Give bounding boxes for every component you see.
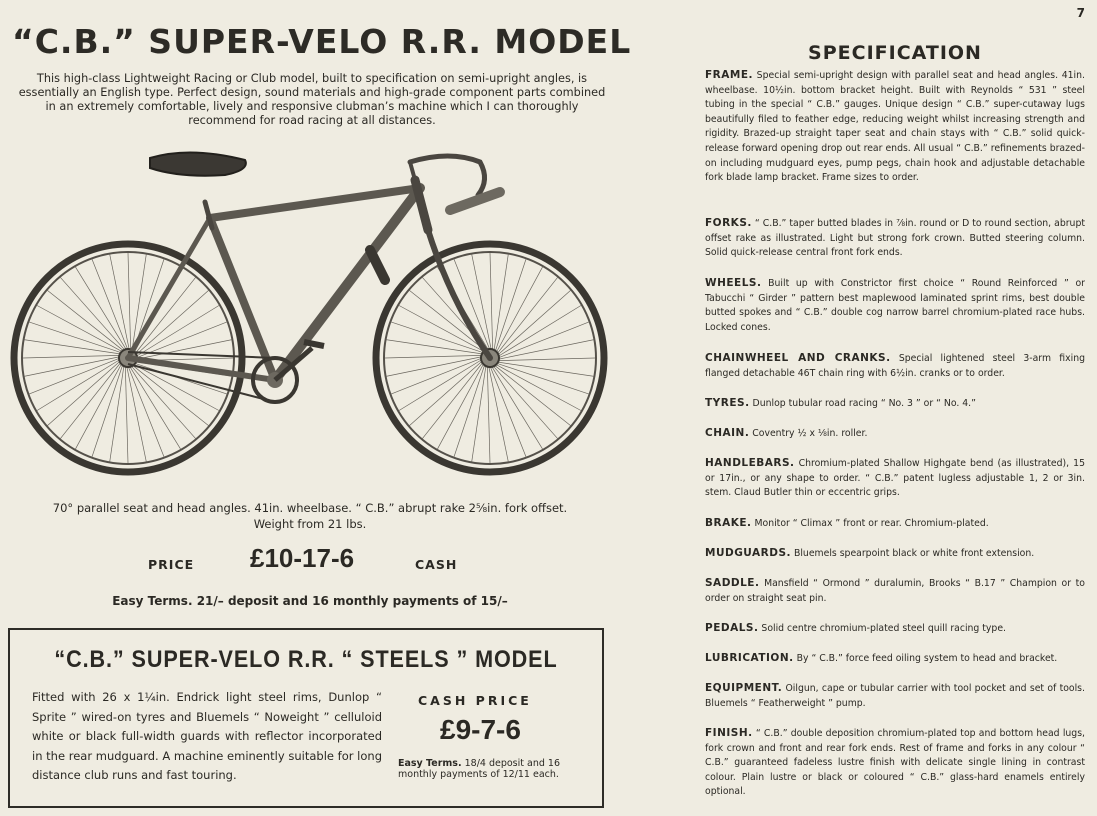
spec-heading: SADDLE. bbox=[705, 577, 760, 589]
wheel-spoke bbox=[76, 364, 122, 449]
wheel-spoke bbox=[498, 362, 593, 376]
wheel-spoke bbox=[61, 363, 121, 439]
spec-text: Coventry ½ x ⅛in. roller. bbox=[752, 428, 868, 439]
price-value: £10-17-6 bbox=[250, 543, 355, 573]
wheel-spoke bbox=[498, 278, 558, 354]
wheel-spoke bbox=[490, 253, 493, 349]
wheel-spoke bbox=[37, 360, 119, 411]
specification-title: SPECIFICATION bbox=[808, 42, 982, 64]
wheel-spoke bbox=[125, 367, 128, 463]
spec-handlebars bbox=[705, 456, 1085, 501]
wheel-spoke bbox=[25, 357, 119, 376]
spec-heading: LUBRICATION. bbox=[705, 652, 794, 664]
spec-heading: CHAINWHEEL AND CRANKS. bbox=[705, 352, 891, 364]
spec-saddle bbox=[705, 576, 1085, 606]
steels-terms-label: Easy Terms. bbox=[398, 758, 462, 769]
wheel-spoke bbox=[23, 355, 119, 358]
spec-text: Monitor “ Climax ” front or rear. Chromium-plated. bbox=[754, 518, 989, 529]
spec-heading: FRAME. bbox=[705, 69, 753, 81]
wheel-spoke bbox=[497, 267, 543, 352]
frame-lettering: Claud Butler bbox=[311, 232, 375, 308]
wheel-spoke bbox=[136, 278, 196, 354]
spec-heading: BRAKE. bbox=[705, 517, 752, 529]
wheel-spoke bbox=[410, 291, 486, 351]
steels-description: Fitted with 26 x 1¼in. Endrick light steel rims, Dunlop “ Sprite ” wired-on tyres and Bluemels “ Noweight ” celluloid white or black full-width guards with reflector incorporated in the rear mudguard. A machine eminently suitable for long distance club runs and fast touring. bbox=[32, 690, 382, 782]
intro-paragraph: This high-class Lightweight Racing or Club model, built to specification on semi-upright angles, is essentially an English type. Perfect design, sound materials and high-grade component parts combined in an extremely comfortable, lively and responsive clubman’s machine which I can thoroughly recommend for road racing at all distances. bbox=[18, 72, 606, 127]
wheel-spoke bbox=[29, 358, 119, 393]
wheel-spoke bbox=[76, 267, 127, 349]
spec-heading: HANDLEBARS. bbox=[705, 457, 795, 469]
price-label: PRICE bbox=[148, 557, 195, 572]
wheel-spoke bbox=[92, 259, 127, 349]
spec-heading: TYRES. bbox=[705, 397, 750, 409]
spec-mudguards bbox=[705, 546, 1085, 562]
spec-heading: WHEELS. bbox=[705, 277, 762, 289]
easy-terms: Easy Terms. 21/– deposit and 16 monthly payments of 15/– bbox=[112, 594, 508, 608]
spec-forks bbox=[705, 216, 1085, 261]
spec-text: Chromium-plated Shallow Highgate bend (as illustrated), 15 or 17in., or any shape to order. “ C.B.” patent lugless adjustable 1, 2 or 3in. stem. Claud Butler thin or eccentric grips. bbox=[705, 458, 1085, 499]
wheel-spoke bbox=[48, 361, 120, 425]
wheel-spoke bbox=[438, 364, 484, 449]
spec-wheels bbox=[705, 276, 1085, 335]
spec-text: “ C.B.” taper butted blades in ⅞in. round or D to round section, abrupt offset rake as illustrated. Light but strong fork crown. Butted steering column. Solid quick-release central front fork ends. bbox=[705, 218, 1085, 259]
steels-title: “C.B.” SUPER-VELO R.R. “ STEELS ” MODEL bbox=[54, 646, 558, 673]
bicycle-illustration bbox=[10, 140, 610, 490]
spec-finish bbox=[705, 726, 1085, 800]
wheel-spoke bbox=[110, 366, 124, 461]
wheel-spoke bbox=[25, 340, 120, 354]
spec-heading: FINISH. bbox=[705, 727, 753, 739]
spec-equipment bbox=[705, 681, 1085, 711]
spec-heading: EQUIPMENT. bbox=[705, 682, 783, 694]
price-row bbox=[10, 543, 610, 583]
spec-heading: PEDALS. bbox=[705, 622, 759, 634]
spec-lubrication bbox=[705, 651, 1085, 667]
spec-text: Special semi-upright design with parallel seat and head angles. 41in. wheelbase. 10½in. bottom bracket height. Built with Reynolds “ 531 ” steel tubing in the special “ C.B.” gauges. Unique design “ C.B.” super-cutaway lugs beautifully filed to feather edge, reducing weight whilst increasing strength and rigidity. Brazed-up straight taper seat and chain stays with “ C.B.” solid quick-release forward opening drop out rear ends. All usual “ C.B.” refinements brazed-on including mudguard eyes, pump pegs, chain hook and adjustable detachable fork blade lamp bracket. Frame sizes to order. bbox=[705, 70, 1085, 184]
wheel-spoke bbox=[61, 278, 125, 350]
wheel-spoke bbox=[399, 360, 481, 411]
wheel-spoke bbox=[410, 361, 482, 425]
wheel-spoke bbox=[37, 306, 122, 352]
wheel-spoke bbox=[137, 306, 219, 357]
wheel-spoke bbox=[423, 363, 483, 439]
steels-terms-text: 18/4 deposit and 16 monthly payments of 12/11 each. bbox=[398, 758, 560, 780]
caption-line-2: Weight from 21 lbs. bbox=[253, 517, 367, 531]
wheel-spoke bbox=[494, 255, 508, 350]
wheel-spoke bbox=[387, 357, 481, 376]
caption-line-1: 70° parallel seat and head angles. 41in. wheelbase. “ C.B.” abrupt rake 2⅝in. fork offset. bbox=[52, 501, 568, 515]
cash-label: CASH bbox=[415, 557, 458, 572]
spec-tyres bbox=[705, 396, 1085, 412]
wheel-spoke bbox=[110, 255, 129, 349]
spec-text: By “ C.B.” force feed oiling system to head and bracket. bbox=[796, 653, 1058, 664]
wheel-spoke bbox=[499, 340, 593, 359]
page-number: 7 bbox=[1076, 6, 1085, 20]
spec-heading: FORKS. bbox=[705, 217, 752, 229]
spec-text: Dunlop tubular road racing “ No. 3 ” or “ No. 4.” bbox=[752, 398, 976, 409]
spec-frame bbox=[705, 68, 1085, 186]
wheel-spoke bbox=[130, 367, 181, 449]
spec-text: Built up with Constrictor first choice “ Round Reinforced ” or Tabucchi “ Girder ” pattern best maplewood laminated sprint rims, best double butted spokes and “ C.B.” double cog narrow barrel chromium-plated race hubs. Locked cones. bbox=[705, 278, 1085, 333]
wheel-spoke bbox=[48, 291, 124, 351]
wheel-spoke bbox=[487, 367, 490, 463]
steels-model-box bbox=[8, 628, 604, 808]
wheel-spoke bbox=[387, 340, 482, 354]
wheel-spoke bbox=[128, 253, 131, 349]
wheel-spoke bbox=[391, 358, 481, 393]
steels-easy-terms bbox=[398, 758, 588, 780]
wheel-spoke bbox=[498, 291, 570, 355]
wheel-spoke bbox=[489, 367, 508, 461]
spec-chainwheel bbox=[705, 351, 1085, 381]
wheel-spoke bbox=[499, 358, 595, 361]
spec-brake bbox=[705, 516, 1085, 532]
spec-heading: MUDGUARDS. bbox=[705, 547, 791, 559]
saddle bbox=[150, 152, 246, 175]
wheel-spoke bbox=[492, 367, 543, 449]
wheel-spoke bbox=[493, 366, 557, 438]
steels-cash-price-label: CASH PRICE bbox=[418, 693, 532, 708]
wheel-spoke bbox=[131, 366, 195, 438]
spec-chain bbox=[705, 426, 1085, 442]
spec-text: Special lightened steel 3-arm fixing flanged detachable 46T chain ring with 6½in. cranks or to order. bbox=[705, 353, 1085, 379]
steels-price: £9-7-6 bbox=[440, 714, 521, 745]
spec-text: Oilgun, cape or tubular carrier with tool pocket and set of tools. Bluemels “ Featherweight ” pump. bbox=[705, 683, 1085, 709]
spec-heading: CHAIN. bbox=[705, 427, 750, 439]
wheel-spoke bbox=[127, 367, 146, 461]
spec-text: Solid centre chromium-plated steel quill racing type. bbox=[761, 623, 1007, 634]
wheel-spoke bbox=[495, 366, 571, 426]
spec-text: Bluemels spearpoint black or white front extension. bbox=[793, 548, 1035, 559]
wheel-spoke bbox=[385, 355, 481, 358]
spec-pedals bbox=[705, 621, 1085, 637]
bike-caption bbox=[10, 500, 610, 532]
wheel-spoke bbox=[472, 366, 486, 461]
wheel-spoke bbox=[490, 367, 525, 457]
wheel-spoke bbox=[499, 322, 589, 357]
wheel-spoke bbox=[496, 365, 581, 411]
wheel-spoke bbox=[128, 367, 163, 457]
spec-text: “ C.B.” double deposition chromium-plated top and bottom head lugs, fork crown and front and rear fork ends. Rest of frame and forks in any colour “ C.B.” guaranteed fadeless lustre finish with delicate single lining in contrast colour. Plain lustre or black or coloured “ C.B.” glass-hard enamels entirely optional. bbox=[705, 728, 1085, 798]
spec-text: Mansfield “ Ormond ” duralumin, Brooks “ B.17 ” Champion or to order on straight seat pin. bbox=[705, 578, 1085, 604]
wheel-spoke bbox=[499, 306, 581, 357]
page-title: “C.B.” SUPER-VELO R.R. MODEL bbox=[12, 22, 632, 61]
